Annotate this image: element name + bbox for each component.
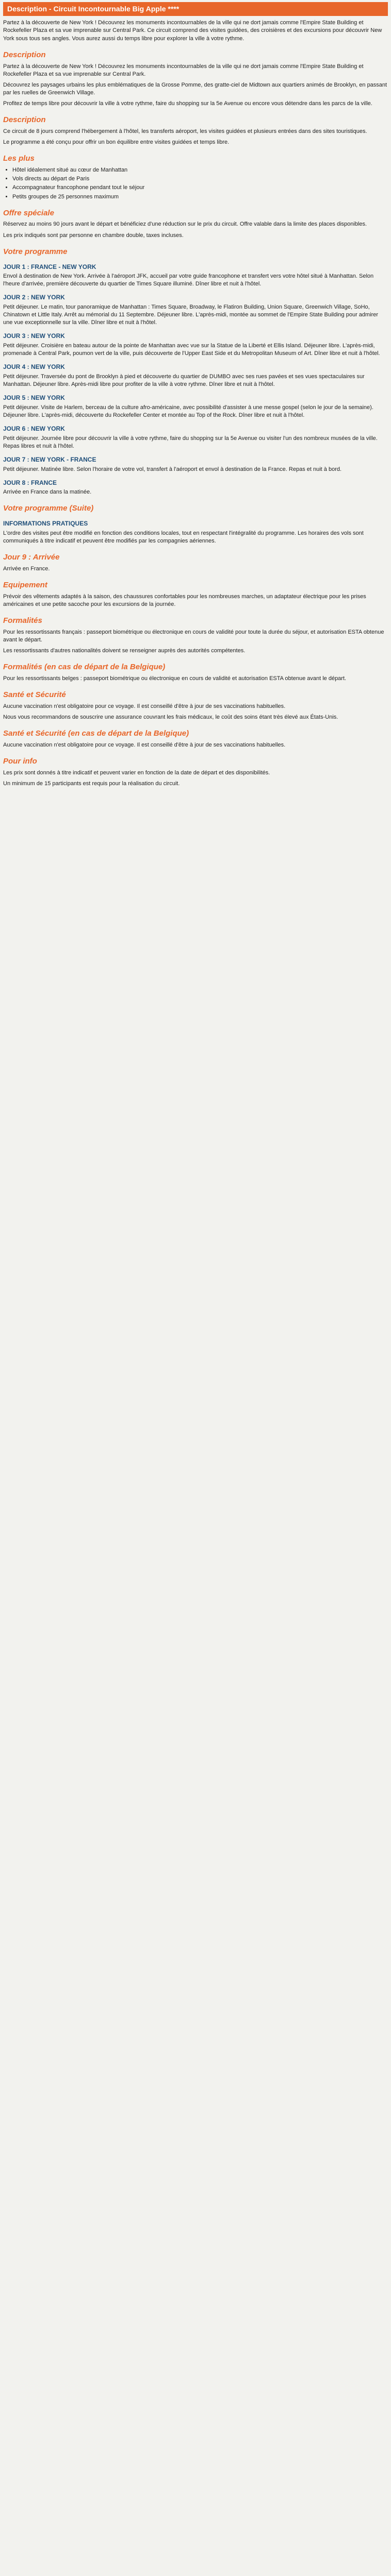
intro-paragraph: Partez à la découverte de New York ! Découvrez les monuments incontournables de la ville qui ne dort jamais comme l'Empire State Building et Rockefeller Plaza et sa vue imprenable sur Central Park. Ce circuit comprend des visites guidées, des croisières et des excursions pour découvrir New York sous tous ses angles. Vous aurez aussi du temps libre pour explorer la ville à votre rythme.: [3, 20, 382, 42]
section-title: Les plus: [3, 154, 35, 163]
section-title: Offre spéciale: [3, 208, 54, 217]
day-description: Petit déjeuner. Matinée libre. Selon l'horaire de votre vol, transfert à l'aéroport et envol à destination de la France. Repas et nuit à bord.: [3, 466, 342, 472]
list-item: • Petits groupes de 25 personnes maximum: [12, 193, 388, 201]
day-title: JOUR 6 : NEW YORK: [3, 425, 65, 433]
top-banner: Description - Circuit Incontournable Big Apple ****: [3, 2, 388, 16]
day-title: INFORMATIONS PRATIQUES: [3, 520, 88, 528]
section-paragraph: Partez à la découverte de New York ! Découvrez les monuments incontournables de la ville qui ne dort jamais comme l'Empire State Building et Rockefeller Plaza et sa vue imprenable sur Central Park.: [3, 63, 364, 77]
list-item: • Accompagnateur francophone pendant tout le séjour: [12, 184, 388, 192]
day-title: JOUR 8 : FRANCE: [3, 479, 57, 486]
section-paragraph: Arrivée en France.: [3, 565, 50, 572]
day-title: JOUR 7 : NEW YORK - FRANCE: [3, 456, 96, 464]
section-paragraph: Aucune vaccination n'est obligatoire pour ce voyage. Il est conseillé d'être à jour de ses vaccinations habituelles.: [3, 703, 286, 709]
section-paragraph: Profitez de temps libre pour découvrir la ville à votre rythme, faire du shopping sur la 5e Avenue ou encore vous détendre dans les parcs de la ville.: [3, 100, 372, 107]
list-item: • Hôtel idéalement situé au cœur de Manhattan: [12, 166, 388, 174]
section-list: [12, 166, 388, 201]
section-title: Formalités: [3, 616, 42, 625]
section-paragraph: Prévoir des vêtements adaptés à la saison, des chaussures confortables pour les nombreuses marches, un adaptateur électrique pour les prises américaines et une petite sacoche pour les excursions de la journée.: [3, 593, 366, 607]
list-item: • Vols directs au départ de Paris: [12, 175, 388, 183]
section-title: Equipement: [3, 580, 47, 589]
section-paragraph: Réservez au moins 90 jours avant le départ et bénéficiez d'une réduction sur le prix du circuit. Offre valable dans la limite des places disponibles.: [3, 221, 367, 228]
page: [0, 2, 391, 801]
section-paragraph: Les ressortissants d'autres nationalités doivent se renseigner auprès des autorités compétentes.: [3, 647, 246, 654]
section-paragraph: Ce circuit de 8 jours comprend l'hébergement à l'hôtel, les transferts aéroport, les visites guidées et plusieurs entrées dans des sites touristiques.: [3, 128, 367, 135]
day-title: JOUR 5 : NEW YORK: [3, 394, 65, 402]
day-description: Envol à destination de New York. Arrivée à l'aéroport JFK, accueil par votre guide francophone et transfert vers votre hôtel situé à Manhattan. Selon l'heure d'arrivée, première découverte du quartier de Times Square illuminé. Dîner libre et nuit à l'hôtel.: [3, 273, 374, 287]
section-paragraph: Nous vous recommandons de souscrire une assurance couvrant les frais médicaux, le coût des soins étant très élevé aux États-Unis.: [3, 714, 338, 720]
section-paragraph: Pour les ressortissants belges : passeport biométrique ou électronique en cours de validité et autorisation ESTA obtenue avant le départ.: [3, 675, 347, 682]
day-title: JOUR 3 : NEW YORK: [3, 332, 65, 340]
day-description: Petit déjeuner. Visite de Harlem, berceau de la culture afro-américaine, avec possibilité d'assister à une messe gospel (selon le jour de la semaine). Déjeuner libre. L'après-midi, découverte du Rockefeller Center et montée au Top of the Rock. Dîner libre et nuit à l'hôtel.: [3, 404, 373, 418]
section-title: Formalités (en cas de départ de la Belgique): [3, 663, 166, 672]
section-paragraph: Les prix indiqués sont par personne en chambre double, taxes incluses.: [3, 232, 184, 239]
day-description: Arrivée en France dans la matinée.: [3, 489, 92, 496]
day-title: JOUR 4 : NEW YORK: [3, 363, 65, 371]
section-paragraph: Aucune vaccination n'est obligatoire pour ce voyage. Il est conseillé d'être à jour de ses vaccinations habituelles.: [3, 741, 286, 748]
section-title: Description: [3, 115, 46, 125]
section-title: Santé et Sécurité (en cas de départ de la Belgique): [3, 729, 189, 738]
section-title: Santé et Sécurité: [3, 690, 66, 699]
day-description: Petit déjeuner. Le matin, tour panoramique de Manhattan : Times Square, Broadway, le Flatiron Building, Union Square, Greenwich Village, SoHo, Chinatown et Little Italy. Arrêt au mémorial du 11 Septembre. Déjeuner libre. L'après-midi, montée au sommet de l'Empire State Building pour admirer une vue exceptionnelle sur la ville. Dîner libre et nuit à l'hôtel.: [3, 303, 379, 326]
section-paragraph: Pour les ressortissants français : passeport biométrique ou électronique en cours de validité pour toute la durée du séjour, et autorisation ESTA obtenue avant le départ.: [3, 629, 384, 643]
section-title: Pour info: [3, 756, 37, 766]
section-title: Jour 9 : Arrivée: [3, 553, 60, 562]
section-title: Description: [3, 50, 46, 59]
day-title: JOUR 1 : FRANCE - NEW YORK: [3, 263, 96, 270]
day-description: Petit déjeuner. Traversée du pont de Brooklyn à pied et découverte du quartier de DUMBO avec ses rues pavées et ses vues spectaculaires sur Manhattan. Déjeuner libre. Après-midi libre pour profiter de la ville à votre rythme. Dîner libre et nuit à l'hôtel.: [3, 373, 365, 388]
section-paragraph: Le programme a été conçu pour offrir un bon équilibre entre visites guidées et temps libre.: [3, 139, 230, 146]
sections: [3, 50, 388, 788]
day-description: Petit déjeuner. Croisière en bateau autour de la pointe de Manhattan avec vue sur la Statue de la Liberté et Ellis Island. Déjeuner libre. L'après-midi, promenade à Central Park, poumon vert de la ville, puis découverte de l'Upper East Side et du Metropolitan Museum of Art. Dîner libre et nuit à l'hôtel.: [3, 343, 380, 357]
section-title: Votre programme: [3, 247, 68, 256]
day-description: Petit déjeuner. Journée libre pour découvrir la ville à votre rythme, faire du shopping sur la 5e Avenue ou visiter l'un des nombreux musées de la ville. Repas libres et nuit à l'hôtel.: [3, 435, 378, 449]
section-paragraph: Découvrez les paysages urbains les plus emblématiques de la Grosse Pomme, des gratte-ciel de Midtown aux quartiers animés de Brooklyn, en passant par les ruelles de Greenwich Village.: [3, 81, 387, 96]
section-paragraph: Un minimum de 15 participants est requis pour la réalisation du circuit.: [3, 780, 180, 787]
day-description: L'ordre des visites peut être modifié en fonction des conditions locales, tout en respectant l'intégralité du programme. Les horaires des vols sont communiqués à titre indicatif et peuvent être modifiés par les compagnies aériennes.: [3, 530, 364, 544]
section-paragraph: Les prix sont donnés à titre indicatif et peuvent varier en fonction de la date de départ et des disponibilités.: [3, 769, 270, 776]
section-title: Votre programme (Suite): [3, 504, 94, 513]
day-title: JOUR 2 : NEW YORK: [3, 294, 65, 301]
